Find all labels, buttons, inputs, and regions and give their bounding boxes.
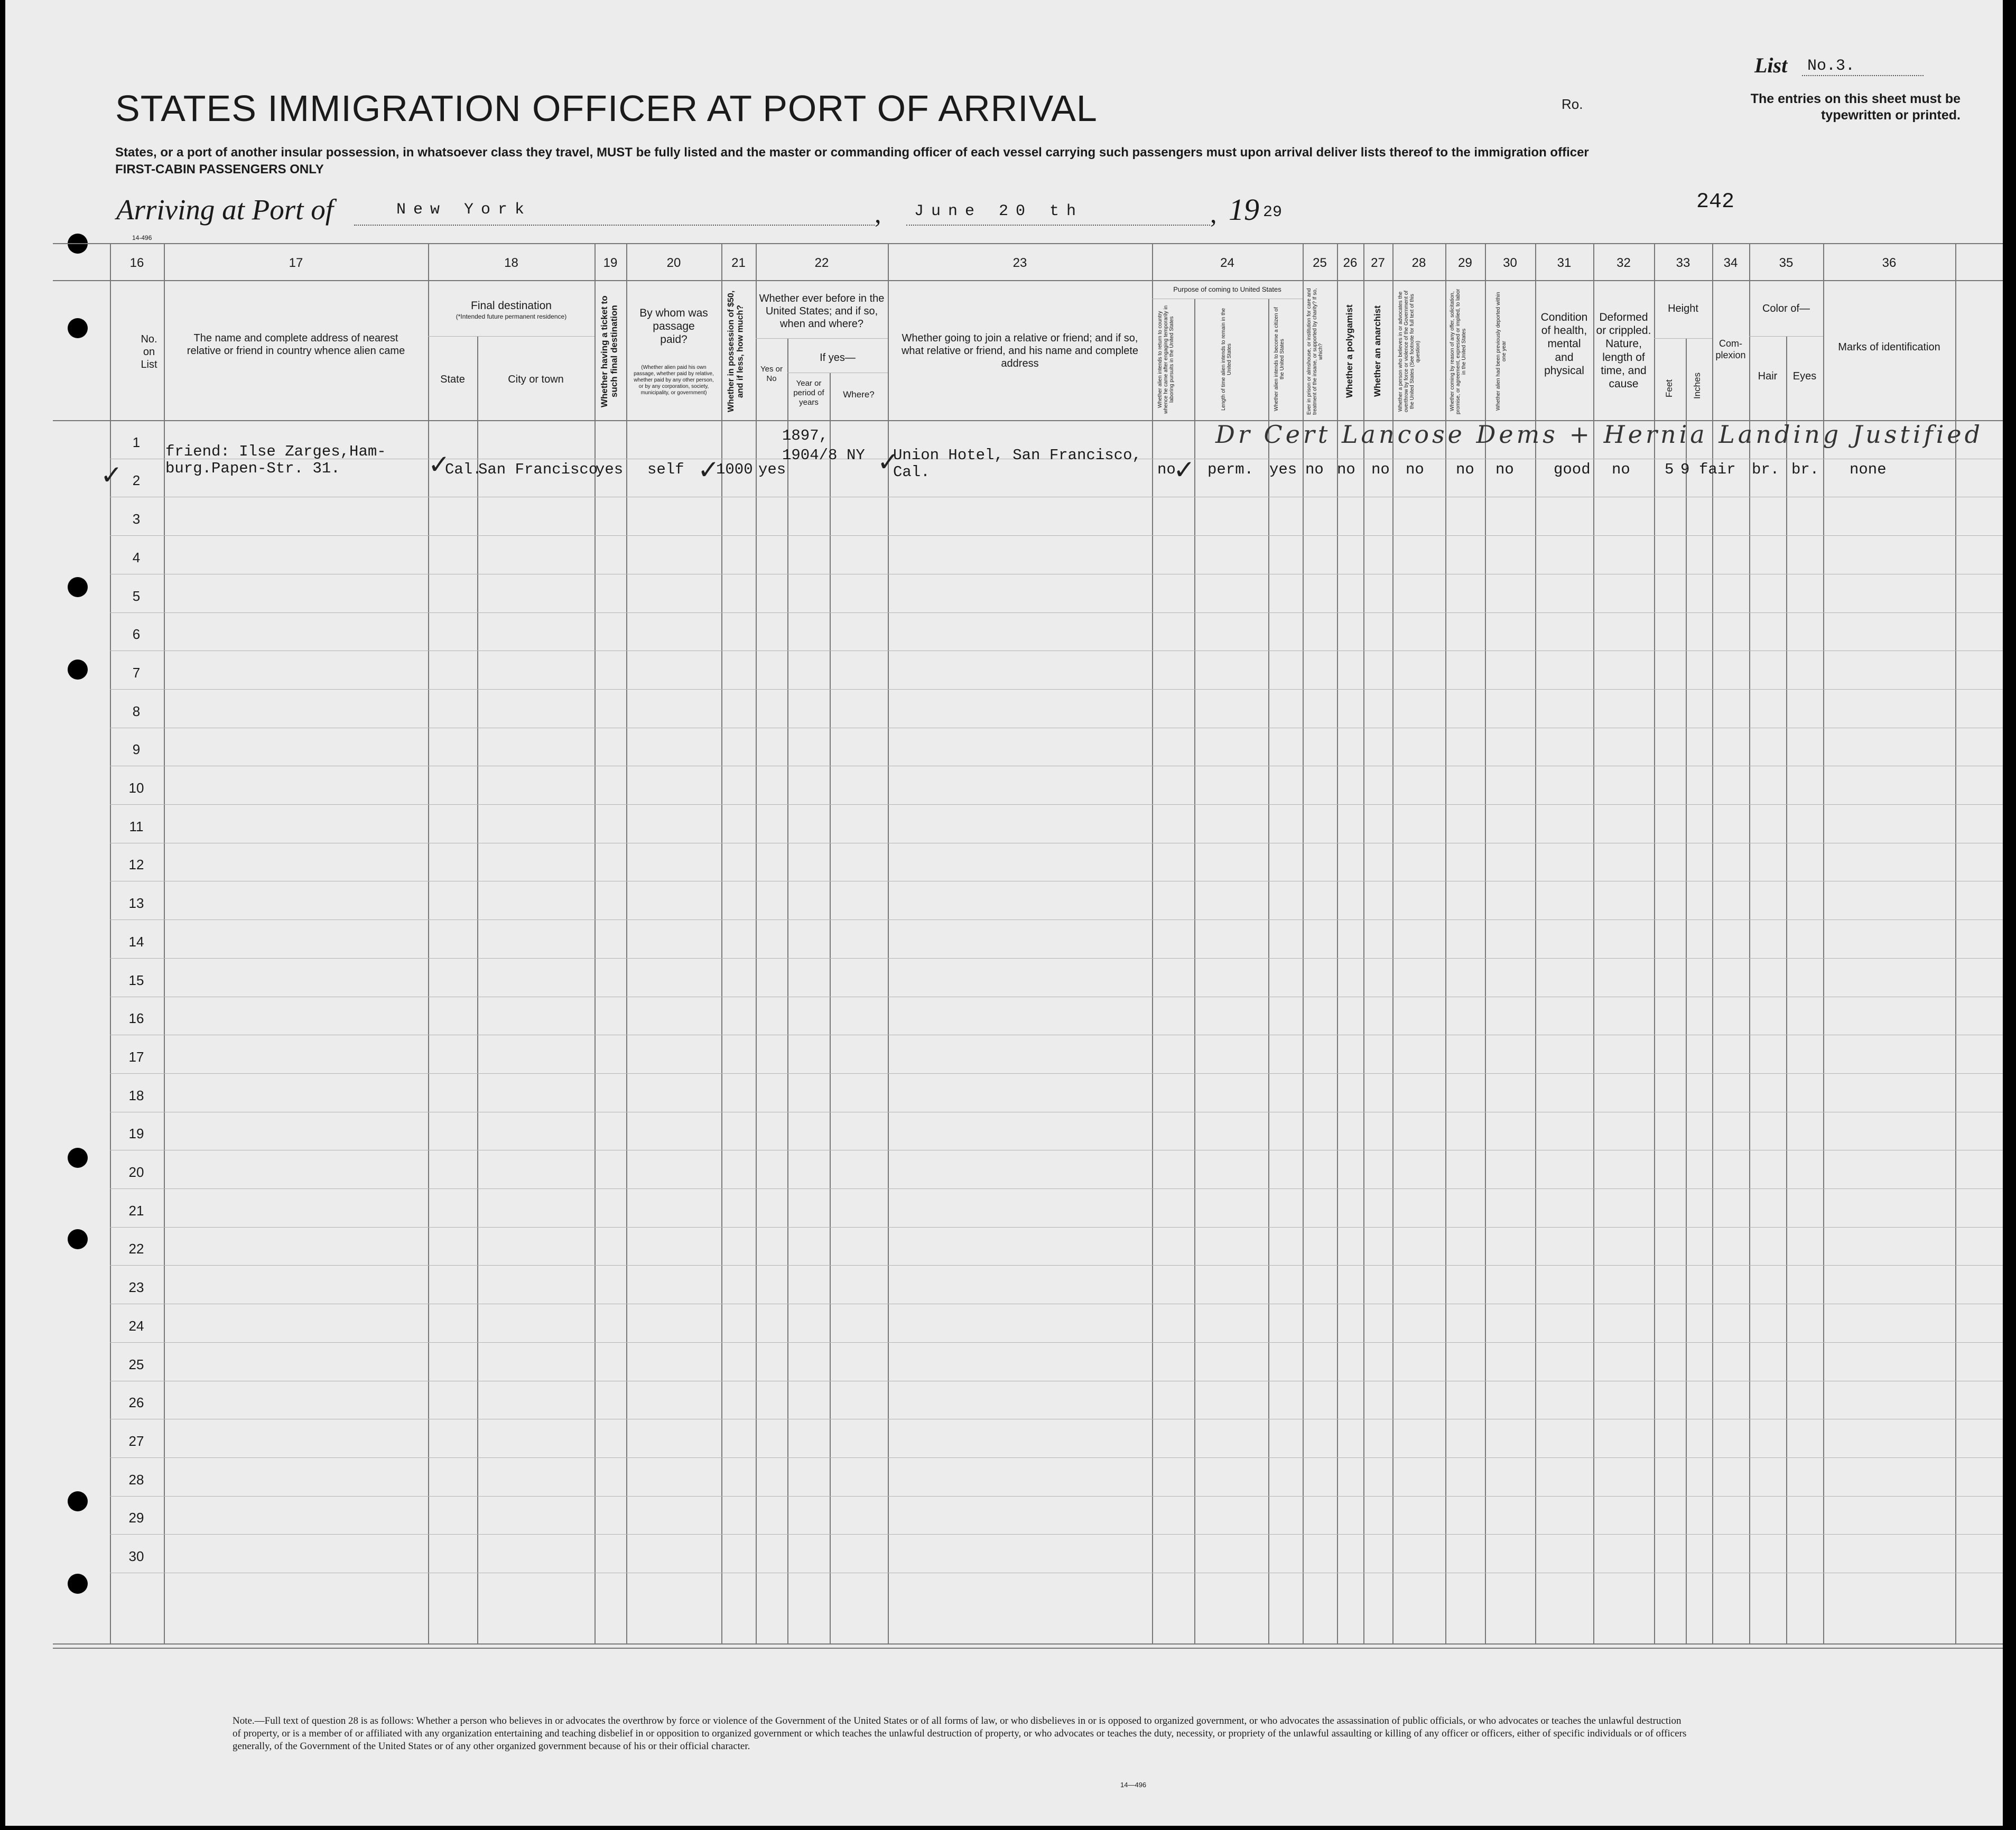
header-color: Color of— [1762,303,1810,314]
header-complexion: Com- plexion [1715,338,1746,360]
row-number: 2 [132,472,141,488]
length-of-stay-value: perm. [1207,461,1254,478]
row-number: 5 [132,588,141,604]
ticket-value: yes [596,461,624,478]
row-number: 13 [128,895,144,911]
form-code: 14-496 [132,234,152,241]
header-deformed: Deformed or crippled. Nature, length of time, and cause [1596,311,1651,390]
row-number: 8 [132,703,141,719]
column-number: 26 [1343,256,1358,270]
column-number: 20 [666,256,681,270]
prison-value: no [1305,461,1324,478]
header-length-of-stay: Length of time alien intends to remain in the United States [1221,308,1232,411]
arriving-label: Arriving at Port of [116,193,333,226]
joining-line2: Cal. [893,463,930,481]
header-citizen-intent: Whether alien intends to become a citizen of the United States [1274,307,1285,412]
polygamist-value: no [1337,461,1355,478]
deported-value: no [1495,461,1514,478]
header-prison: Ever in prison or almshouse, or institution for care and treatment of the insane, or supported by charity? If so, which? [1306,288,1324,415]
instructions-line: States, or a port of another insular possession, in whatsoever class they travel, MUST be fully listed and the master or commanding officer of each vessel carrying such passengers must upon arrival deliver lists thereof to the immigration officer [115,145,1589,160]
row-number: 19 [128,1126,144,1141]
column-number: 31 [1557,256,1572,270]
column-number: 16 [129,256,144,270]
row-number: 22 [128,1241,144,1257]
header-passage-paid: By whom was passage paid? [639,307,708,346]
header-state: State [440,374,465,385]
header-labor-offer: Whether coming by reason of any offer, solicitation, promise, or agreement, expressed or implied, to labor in the United States [1450,289,1467,414]
column-number: 28 [1411,256,1426,270]
column-number: 21 [731,256,746,270]
header-city: City or town [508,374,564,385]
ro-label: Ro. [1562,96,1583,112]
check-mark: ✓ [1173,454,1195,485]
binder-hole [68,1491,88,1511]
height-inches-value: 9 [1680,461,1690,478]
column-number: 35 [1779,256,1794,270]
header-polygamist: Whether a polygamist [1344,304,1354,398]
header-final-destination: Final destination [471,300,552,312]
typewritten-note: The entries on this sheet must be typewritten or printed. [1750,91,1961,123]
passage-paid-value: self [647,461,684,478]
hair-value: br. [1752,461,1780,478]
column-number: 36 [1882,256,1897,270]
row-number: 17 [128,1049,144,1065]
binder-hole [68,318,88,338]
row-number: 27 [128,1433,144,1449]
row-number: 6 [132,626,141,642]
check-mark: ✓ [428,449,450,480]
footnote-code: 14—496 [1120,1781,1147,1789]
anarchist-value: no [1371,461,1390,478]
header-if-yes: If yes— [820,352,856,364]
row-number: 1 [132,434,141,450]
header-deported: Whether alien had been previously deported within one year [1495,292,1507,411]
header-year: Year or period of years [793,379,824,407]
header-yes-no: Yes or No [760,365,783,383]
before-yes-no: yes [758,461,786,478]
row-number: 25 [128,1357,144,1372]
q28-value: no [1406,461,1424,478]
header-ticket: Whether having a ticket to such final destination [599,295,619,407]
column-number: 19 [603,256,618,270]
row-number: 9 [132,741,141,757]
column-number: 23 [1012,256,1027,270]
return-intent-value: no [1157,461,1176,478]
header-hair: Hair [1758,370,1778,382]
column-number: 22 [814,256,829,270]
deformed-value: no [1612,461,1630,478]
row-number: 18 [128,1088,144,1103]
list-number: No.3. [1807,57,1855,75]
row-number: 29 [128,1510,144,1526]
health-value: good [1554,461,1591,478]
header-marks: Marks of identification [1838,341,1940,353]
header-return-intent: Whether alien intends to return to country whence he came after engaging temporarily in laboring pursuits in the United States [1157,305,1175,414]
column-number: 29 [1458,256,1472,270]
header-final-destination-note: (*Intended future permanent residence) [456,313,567,320]
header-feet: Feet [1664,379,1674,398]
row-number: 24 [128,1318,144,1334]
row-number: 28 [128,1472,144,1488]
marks-value: none [1850,461,1887,478]
header-before-in-us: Whether ever before in the United States; and if so, when and where? [759,293,885,330]
first-cabin-label: FIRST-CABIN PASSENGERS ONLY [115,162,324,177]
column-number: 25 [1313,256,1327,270]
money-value: 1000 [716,461,753,478]
citizen-value: yes [1269,461,1297,478]
header-relative-address: The name and complete address of nearest relative or friend in country whence alien came [187,332,405,357]
binder-hole [68,1574,88,1594]
column-number: 27 [1371,256,1385,270]
year-period-1: 1897, [782,427,829,444]
row-number: 20 [128,1164,144,1180]
destination-state: Cal. [445,461,482,478]
port-value: New York [396,201,532,219]
row-number: 26 [128,1395,144,1410]
complexion-value: fair [1699,461,1736,478]
row-number: 23 [128,1279,144,1295]
header-anarchist: Whether an anarchist [1372,305,1382,397]
header-eyes: Eyes [1792,370,1817,382]
footnote: Note.—Full text of question 28 is as follows: Whether a person who believes in or advocates the overthrow by force or violence of the Government of the United States or of all forms of law, or who disbelieves in or is opposed to organized government, or who advocates the assassination of public officials, or who advocates or teaches the unlawful destruction of property, or is a member of or affiliated with any organization entertaining and teaching disbelief in or opposition to organized government or which teaches the unlawful destruction of property, or who advocates or teaches the duty, necessity, or propriety of the unlawful assaulting or killing of any officer or officers, either of specific individuals or of officers generally, of the Government of the United States or of any other organized government because of his or their official character. [233,1715,1687,1752]
header-joining: Whether going to join a relative or friend; and if so, what relative or friend, and his name and complete address [901,332,1139,369]
column-number: 24 [1220,256,1234,270]
column-number: 32 [1616,256,1631,270]
binder-hole [68,1148,88,1168]
header-purpose: Purpose of coming to United States [1173,285,1281,293]
where-value: NY [847,447,865,464]
header-height: Height [1668,303,1698,314]
header-q28: Whether a person who believes in or advocates the overthrow by force or violence of the Government of the United States (See footnote for full text of this question) [1398,290,1421,413]
row-number: 16 [128,1010,144,1026]
date-value: June 20 th [914,202,1084,220]
row-number: 30 [128,1548,144,1564]
header-where: Where? [843,389,875,400]
joining-line1: Union Hotel, San Francisco, [893,447,1141,464]
comma: , [1210,199,1217,228]
row-number: 15 [128,972,144,988]
column-number: 34 [1723,256,1738,270]
header-inches: Inches [1692,372,1702,400]
relative-address-line1: friend: Ilse Zarges,Ham- [165,443,386,460]
comma: , [875,199,881,228]
handwritten-annotation: Dr Cert Lancose Dems + Hernia Landing Justified [1215,420,1984,449]
labor-value: no [1456,461,1474,478]
binder-hole [68,659,88,680]
row-number: 21 [128,1203,144,1219]
header-money: Whether in possession of $50, and if less, how much? [727,290,745,413]
page-title: STATES IMMIGRATION OFFICER AT PORT OF ARRIVAL [115,88,1098,129]
row-number: 12 [128,857,144,872]
check-mark: ✓ [698,454,720,485]
year-prefix: 19 [1229,192,1259,227]
column-number: 30 [1503,256,1517,270]
eyes-value: br. [1791,461,1819,478]
column-number: 17 [289,256,303,270]
row-number: 14 [128,934,144,950]
check-mark: ✓ [877,447,899,477]
row-number: 11 [129,819,144,834]
header-passage-note: (Whether alien paid his own passage, whether paid by relative, whether paid by any other person, or by any corporation, society, municipality, or government) [634,365,714,396]
binder-hole [68,1229,88,1249]
row-number: 10 [128,780,144,796]
page-number: 242 [1696,190,1735,214]
check-mark: ✓ [100,460,123,490]
relative-address-line2: burg.Papen-Str. 31. [165,460,340,477]
row-number: 3 [132,511,141,527]
height-feet-value: 5 [1665,461,1674,478]
year-suffix: 29 [1263,203,1283,221]
destination-city: San Francisco [478,461,598,478]
column-number: 33 [1676,256,1690,270]
binder-hole [68,577,88,597]
header-no-on-list: No. on List [141,333,157,370]
list-label: List [1754,53,1788,77]
header-health: Condition of health, mental and physical [1540,311,1588,377]
column-number: 18 [504,256,518,270]
year-period-2: 1904/8 [782,447,838,464]
manifest-sheet [5,0,2003,1826]
row-number: 4 [132,550,141,565]
row-number: 7 [132,665,141,681]
